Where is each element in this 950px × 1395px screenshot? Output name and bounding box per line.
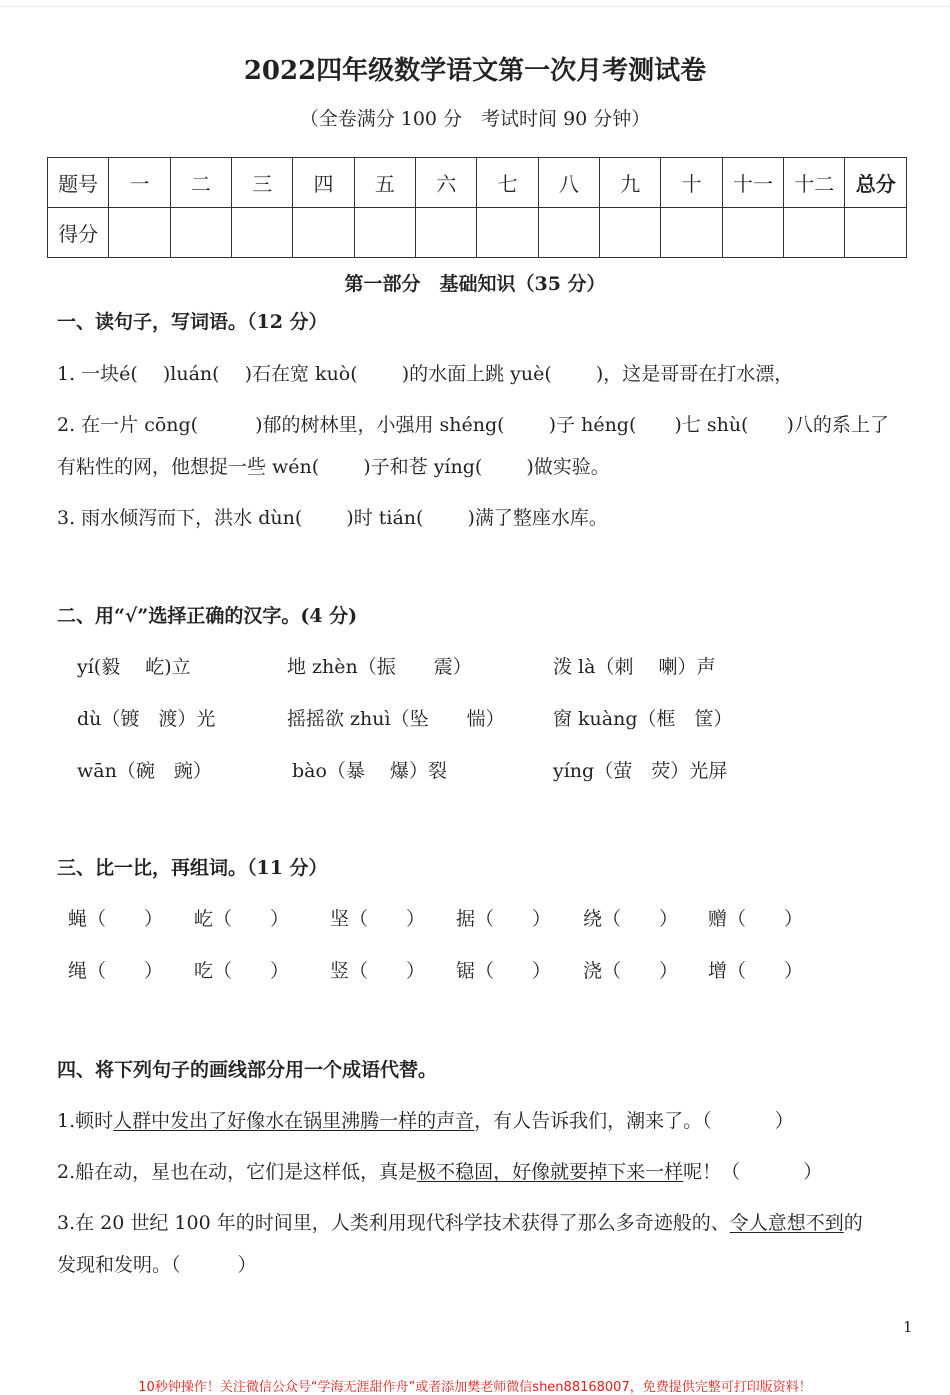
footer-banner: 10秒钟操作！关注微信公众号“学海无涯甜作舟”或者添加樊老师微信shen88168007，免费提供完整可打印版资料！ — [138, 1380, 812, 1395]
choice-item: yí(毅 屹)立 — [77, 656, 191, 678]
page-title: 2022四年级数学语文第一次月考测试卷 — [243, 56, 707, 86]
q1-underlined-phrase: 人群中发出了好像水在锅里沸腾一样的声音 — [113, 1110, 475, 1132]
score-cell-6: 六 — [416, 158, 477, 208]
score-input-6[interactable] — [416, 208, 477, 258]
choice-item: 窗 kuàng（框 筐） — [553, 708, 733, 730]
section4-question3-line1 — [57, 1208, 863, 1235]
section1-heading: 一、读句子，写词语。（12 分） — [57, 311, 328, 333]
section4-question2 — [57, 1157, 822, 1184]
score-cell-2: 二 — [170, 158, 231, 208]
score-cell-3: 三 — [232, 158, 293, 208]
q1-suffix: ，有人告诉我们，潮来了。（ ） — [474, 1110, 794, 1132]
compare-item: 屹（ ） — [194, 908, 290, 930]
compare-item: 坚（ ） — [330, 908, 426, 930]
section1-question2-line1: 2. 在一片 cōng( )郁的树林里，小强用 shéng( )子 héng( )七 shù( )八的系上了 — [57, 414, 889, 436]
choice-item: 地 zhèn（振 震） — [287, 656, 472, 678]
score-cell-total: 总分 — [845, 158, 907, 208]
page-subtitle: （全卷满分 100 分 考试时间 90 分钟） — [299, 108, 651, 130]
section1-question1: 1. 一块é( )luán( )石在宽 kuò( )的水面上跳 yuè( )，这是哥哥在打水漂， — [57, 363, 794, 385]
compare-item: 吃（ ） — [194, 960, 290, 982]
q2-suffix: 呢！（ ） — [683, 1161, 823, 1183]
q3-suffix: 的 — [843, 1212, 863, 1234]
score-row-label: 得分 — [48, 208, 109, 258]
score-cell-5: 五 — [354, 158, 415, 208]
compare-item: 竖（ ） — [330, 960, 426, 982]
score-input-12[interactable] — [784, 208, 845, 258]
score-table-header-row — [48, 158, 907, 208]
compare-item: 蝇（ ） — [68, 908, 164, 930]
score-cell-12: 十二 — [784, 158, 845, 208]
compare-item: 绕（ ） — [583, 908, 679, 930]
q1-prefix: 1.顿时 — [57, 1110, 114, 1132]
section1-question3: 3. 雨水倾泻而下，洪水 dùn( )时 tián( )满了整座水库。 — [57, 507, 608, 529]
choice-item: 摇摇欲 zhuì（坠 惴） — [287, 708, 505, 730]
score-input-5[interactable] — [354, 208, 415, 258]
score-cell-7: 七 — [477, 158, 538, 208]
score-cell-11: 十一 — [722, 158, 783, 208]
score-input-3[interactable] — [232, 208, 293, 258]
choice-item: wān（碗 豌） — [77, 760, 212, 782]
score-input-7[interactable] — [477, 208, 538, 258]
score-input-10[interactable] — [661, 208, 722, 258]
score-cell-4: 四 — [293, 158, 354, 208]
section4-heading: 四、将下列句子的画线部分用一个成语代替。 — [57, 1059, 438, 1081]
score-cell-10: 十 — [661, 158, 722, 208]
q2-underlined-phrase: 极不稳固，好像就要掉下来一样 — [417, 1161, 684, 1183]
score-cell-1: 一 — [109, 158, 170, 208]
choice-item: yíng（萤 荧）光屏 — [553, 760, 728, 782]
choice-item: dù（镀 渡）光 — [77, 708, 216, 730]
page-number: 1 — [903, 1318, 913, 1336]
section2-heading: 二、用“√”选择正确的汉字。(4 分) — [57, 605, 358, 627]
score-cell-label: 题号 — [48, 158, 109, 208]
top-border-line — [0, 6, 950, 7]
section1-question2-line2: 有粘性的网，他想捉一些 wén( )子和苍 yíng( )做实验。 — [57, 456, 610, 478]
score-input-9[interactable] — [600, 208, 661, 258]
compare-item: 锯（ ） — [456, 960, 552, 982]
score-input-1[interactable] — [109, 208, 170, 258]
q3-prefix: 3.在 20 世纪 100 年的时间里，人类利用现代科学技术获得了那么多奇迹般的、 — [57, 1212, 730, 1234]
q2-prefix: 2.船在动，星也在动，它们是这样低，真是 — [57, 1161, 418, 1183]
score-input-total[interactable] — [845, 208, 907, 258]
score-table — [47, 157, 907, 258]
score-input-11[interactable] — [722, 208, 783, 258]
q3-underlined-phrase: 令人意想不到 — [729, 1212, 844, 1234]
compare-item: 据（ ） — [456, 908, 552, 930]
choice-item: 泼 là（刺 喇）声 — [553, 656, 716, 678]
compare-item: 增（ ） — [708, 960, 804, 982]
compare-item: 赠（ ） — [708, 908, 804, 930]
score-cell-8: 八 — [538, 158, 599, 208]
compare-item: 浇（ ） — [583, 960, 679, 982]
score-input-2[interactable] — [170, 208, 231, 258]
choice-item: bào（暴 爆）裂 — [292, 760, 447, 782]
section4-question1 — [57, 1106, 794, 1133]
score-cell-9: 九 — [600, 158, 661, 208]
score-table-score-row — [48, 208, 907, 258]
compare-item: 绳（ ） — [68, 960, 164, 982]
section4-question3-line2: 发现和发明。（ ） — [57, 1254, 257, 1276]
section3-heading: 三、比一比，再组词。（11 分） — [57, 857, 328, 879]
score-input-4[interactable] — [293, 208, 354, 258]
score-input-8[interactable] — [538, 208, 599, 258]
part1-title: 第一部分 基础知识（35 分） — [344, 273, 606, 295]
